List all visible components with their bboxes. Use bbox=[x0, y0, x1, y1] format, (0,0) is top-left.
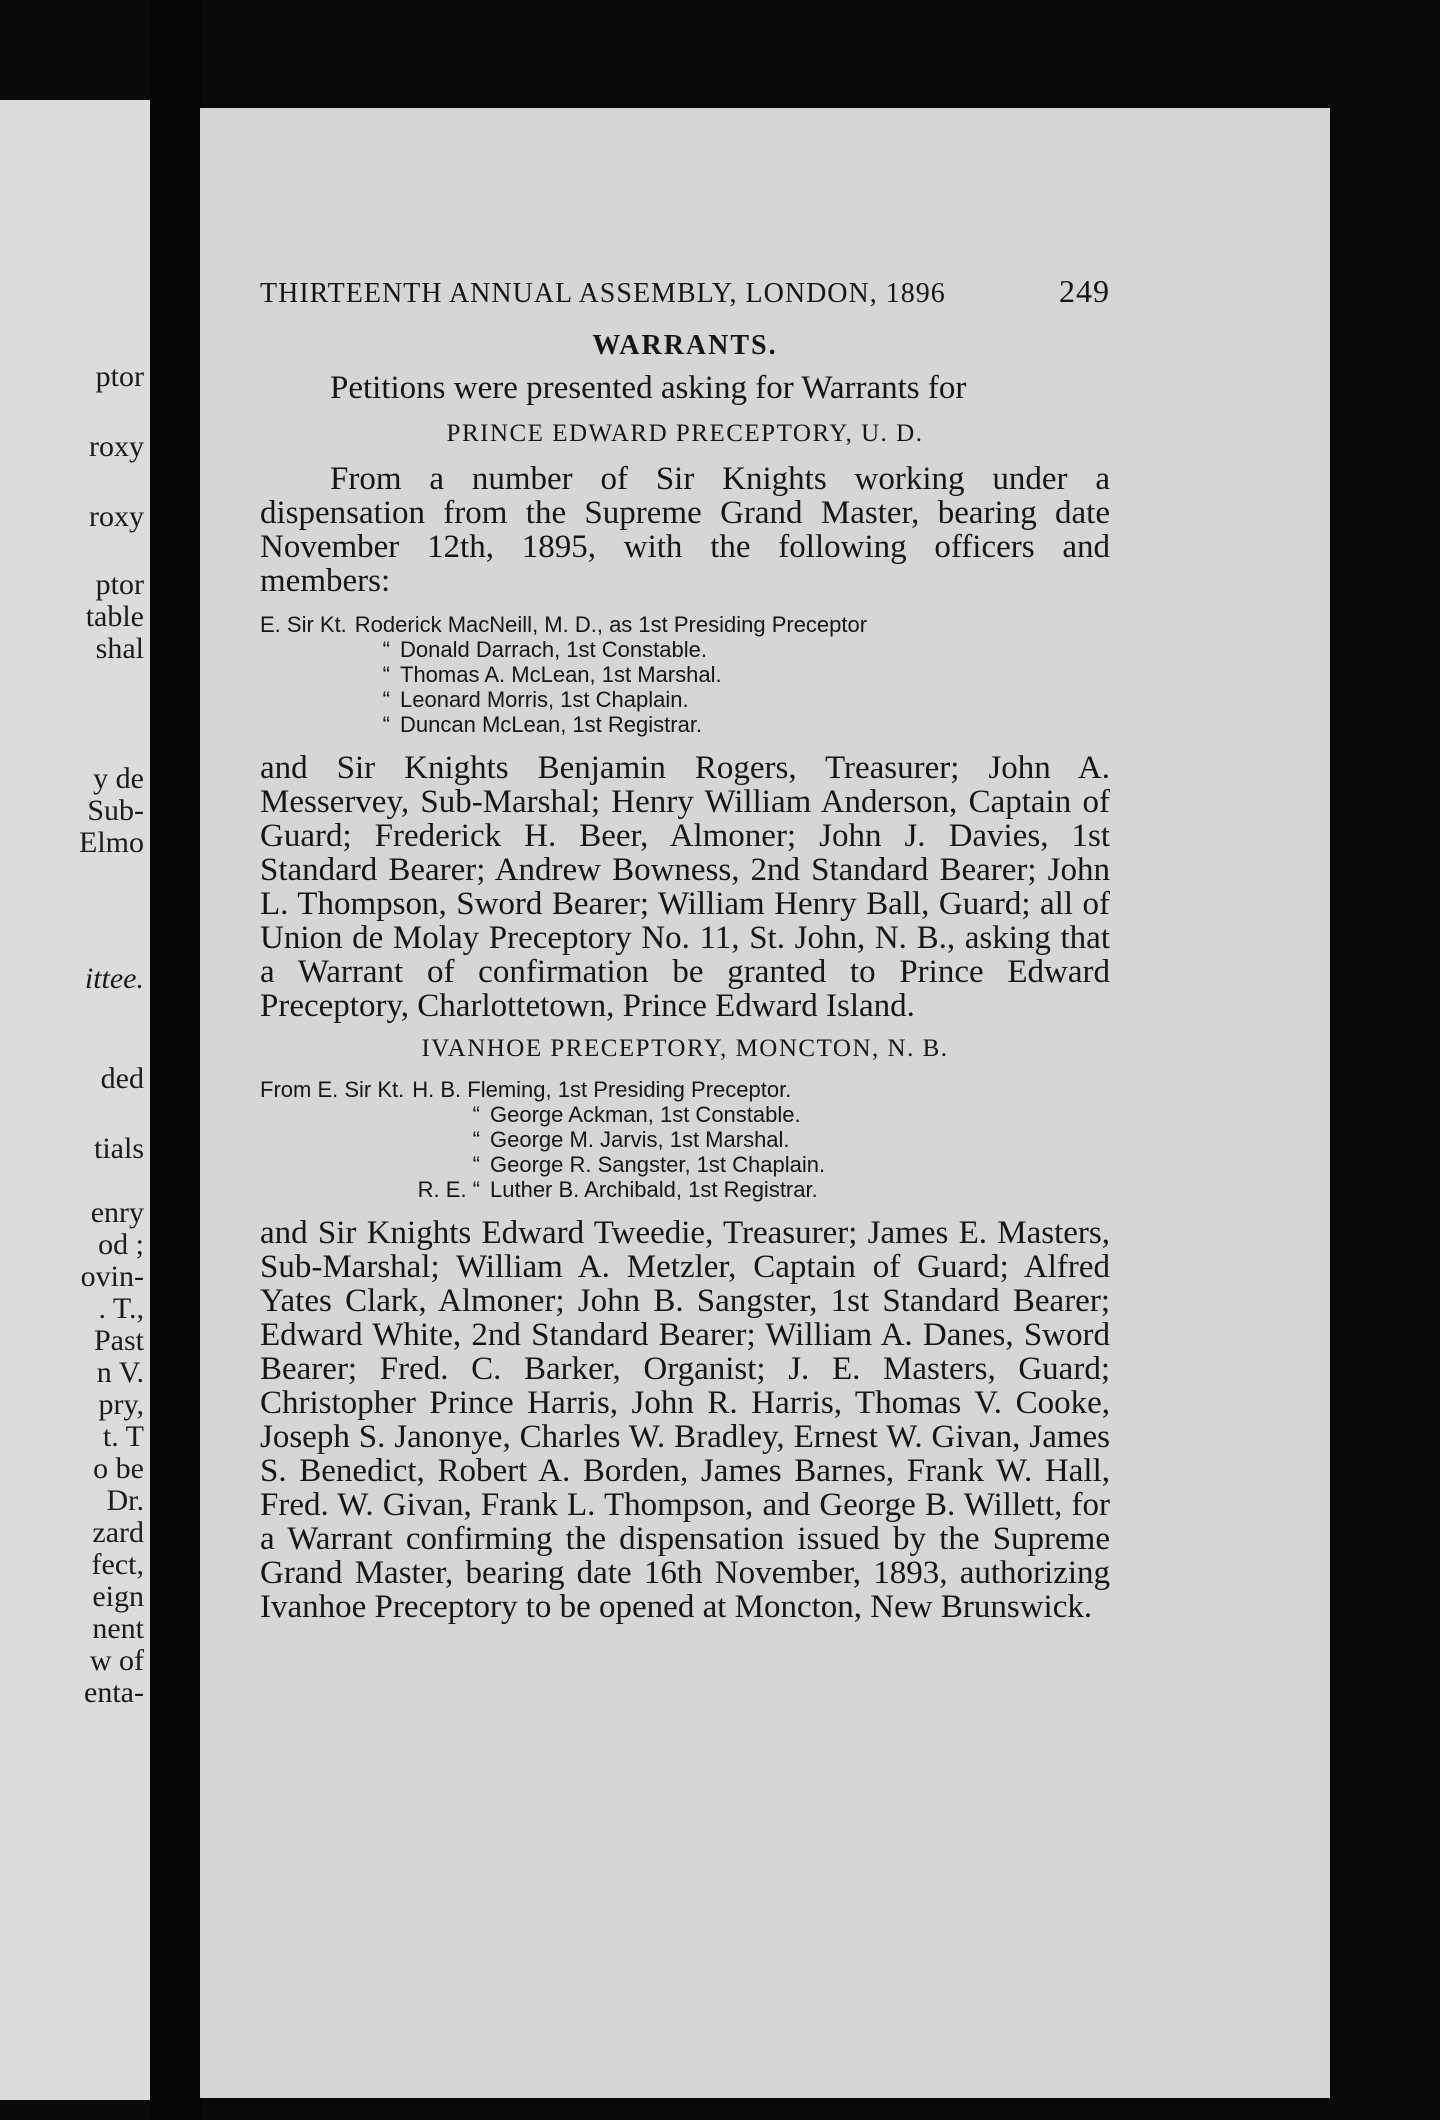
officer-name: George M. Jarvis, 1st Marshal. bbox=[490, 1127, 790, 1152]
officer-name: H. B. Fleming, 1st Presiding Preceptor. bbox=[412, 1077, 792, 1102]
page-content bbox=[260, 273, 1110, 1624]
officer-prefix: From E. Sir Kt. bbox=[260, 1077, 405, 1102]
left-fragment: ded bbox=[100, 1062, 144, 1095]
officer-entry bbox=[260, 1102, 1110, 1127]
officer-list bbox=[260, 612, 1110, 737]
left-fragment: fect, bbox=[91, 1548, 144, 1581]
officer-name: Luther B. Archibald, 1st Registrar. bbox=[490, 1177, 818, 1202]
book-gutter bbox=[150, 0, 202, 2120]
left-fragment: nent bbox=[92, 1612, 144, 1645]
left-fragment: od ; bbox=[98, 1228, 144, 1261]
running-head bbox=[260, 273, 1110, 310]
officer-entry bbox=[260, 1127, 1110, 1152]
officer-entry bbox=[260, 662, 1110, 687]
officer-entry bbox=[260, 712, 1110, 737]
running-head-title: THIRTEENTH ANNUAL ASSEMBLY, LONDON, 1896 bbox=[260, 278, 946, 309]
left-fragment: Sub- bbox=[87, 794, 144, 827]
officer-name: Donald Darrach, 1st Constable. bbox=[400, 637, 707, 662]
officer-name: Roderick MacNeill, M. D., as 1st Presiding Preceptor bbox=[354, 612, 868, 637]
officer-entry bbox=[260, 637, 1110, 662]
preceptory-heading: PRINCE EDWARD PRECEPTORY, U. D. bbox=[446, 420, 924, 447]
preceptory-intro: From a number of Sir Knights working under a dispensation from the Supreme Grand Master, bearing date November 12th, 1895, with the following officers and members: bbox=[260, 461, 1110, 599]
left-fragment: . T., bbox=[98, 1292, 144, 1325]
officer-prefix: E. Sir Kt. bbox=[260, 612, 347, 637]
left-fragment: Elmo bbox=[79, 826, 144, 859]
left-fragment: Past bbox=[93, 1324, 144, 1357]
officer-entry bbox=[260, 1177, 1110, 1202]
officer-prefix: “ bbox=[382, 637, 390, 662]
officer-prefix: R. E. “ bbox=[417, 1177, 480, 1202]
preceptory-heading: IVANHOE PRECEPTORY, MONCTON, N. B. bbox=[421, 1035, 949, 1062]
officer-prefix: “ bbox=[472, 1152, 480, 1177]
left-fragment: shal bbox=[95, 632, 144, 665]
left-fragment: ittee. bbox=[84, 962, 144, 995]
left-page-fragment bbox=[0, 100, 150, 2100]
officer-prefix: “ bbox=[382, 662, 390, 687]
left-fragment: y de bbox=[93, 762, 144, 795]
officer-name: Leonard Morris, 1st Chaplain. bbox=[400, 687, 689, 712]
left-fragment: w of bbox=[89, 1644, 144, 1677]
left-fragment: pry, bbox=[98, 1388, 144, 1421]
left-fragment: zard bbox=[92, 1516, 144, 1549]
officer-entry bbox=[260, 612, 1110, 637]
book-page bbox=[200, 108, 1330, 2098]
officer-entry bbox=[260, 687, 1110, 712]
left-fragment: ptor bbox=[95, 360, 144, 393]
officer-name: Thomas A. McLean, 1st Marshal. bbox=[400, 662, 722, 687]
officer-entry bbox=[260, 1152, 1110, 1177]
officer-name: George Ackman, 1st Constable. bbox=[490, 1102, 801, 1127]
left-fragment: eign bbox=[92, 1580, 144, 1613]
left-fragment: enry bbox=[90, 1196, 144, 1229]
officer-list bbox=[260, 1077, 1110, 1202]
left-fragment: o be bbox=[93, 1452, 144, 1485]
section-title: WARRANTS. bbox=[592, 330, 778, 361]
left-fragment: Dr. bbox=[106, 1484, 144, 1517]
officer-entry bbox=[260, 1077, 1110, 1102]
left-fragment: roxy bbox=[89, 430, 144, 463]
left-fragment: n V. bbox=[96, 1356, 144, 1389]
section-intro: Petitions were presented asking for Warrants for bbox=[330, 370, 967, 406]
left-fragment: table bbox=[85, 600, 144, 633]
left-fragment: t. T bbox=[102, 1420, 144, 1453]
officer-prefix: “ bbox=[472, 1102, 480, 1127]
left-fragment: roxy bbox=[89, 500, 144, 533]
officer-name: George R. Sangster, 1st Chaplain. bbox=[490, 1152, 826, 1177]
left-fragment: ptor bbox=[95, 568, 144, 601]
left-fragment: tials bbox=[94, 1132, 144, 1165]
officer-prefix: “ bbox=[382, 687, 390, 712]
left-fragment: ovin- bbox=[80, 1260, 144, 1293]
officer-name: Duncan McLean, 1st Registrar. bbox=[400, 712, 703, 737]
members-paragraph: and Sir Knights Benjamin Rogers, Treasurer; John A. Messervey, Sub-Marshal; Henry William Anderson, Captain of Guard; Frederick H. Beer, Almoner; John J. Davies, 1st Standard Bearer; Andrew Bowness, 2nd Standard Bearer; John L. Thompson, Sword Bearer; William Henry Ball, Guard; all of Union de Molay Preceptory No. 11, St. John, N. B., asking that a Warrant of confirmation be granted to Prince Edward Preceptory, Charlottetown, Prince Edward Island. bbox=[260, 750, 1110, 1024]
officer-prefix: “ bbox=[382, 712, 390, 737]
left-fragment: enta- bbox=[84, 1676, 144, 1709]
members-paragraph: and Sir Knights Edward Tweedie, Treasurer; James E. Masters, Sub-Marshal; William A. Metzler, Captain of Guard; Alfred Yates Clark, Almoner; John B. Sangster, 1st Standard Bearer; Edward White, 2nd Standard Bearer; William A. Danes, Sword Bearer; Fred. C. Barker, Organist; J. E. Masters, Guard; Christopher Prince Harris, John R. Harris, Thomas V. Cooke, Joseph S. Janonye, Charles W. Bradley, Ernest W. Givan, James S. Benedict, Robert A. Borden, James Barnes, Frank W. Hall, Fred. W. Givan, Frank L. Thompson, and George B. Willett, for a Warrant confirming the dispensation issued by the Supreme Grand Master, bearing date 16th November, 1893, authorizing Ivanhoe Preceptory to be opened at Moncton, New Brunswick. bbox=[260, 1215, 1110, 1625]
page-number: 249 bbox=[1059, 273, 1110, 309]
officer-prefix: “ bbox=[472, 1127, 480, 1152]
